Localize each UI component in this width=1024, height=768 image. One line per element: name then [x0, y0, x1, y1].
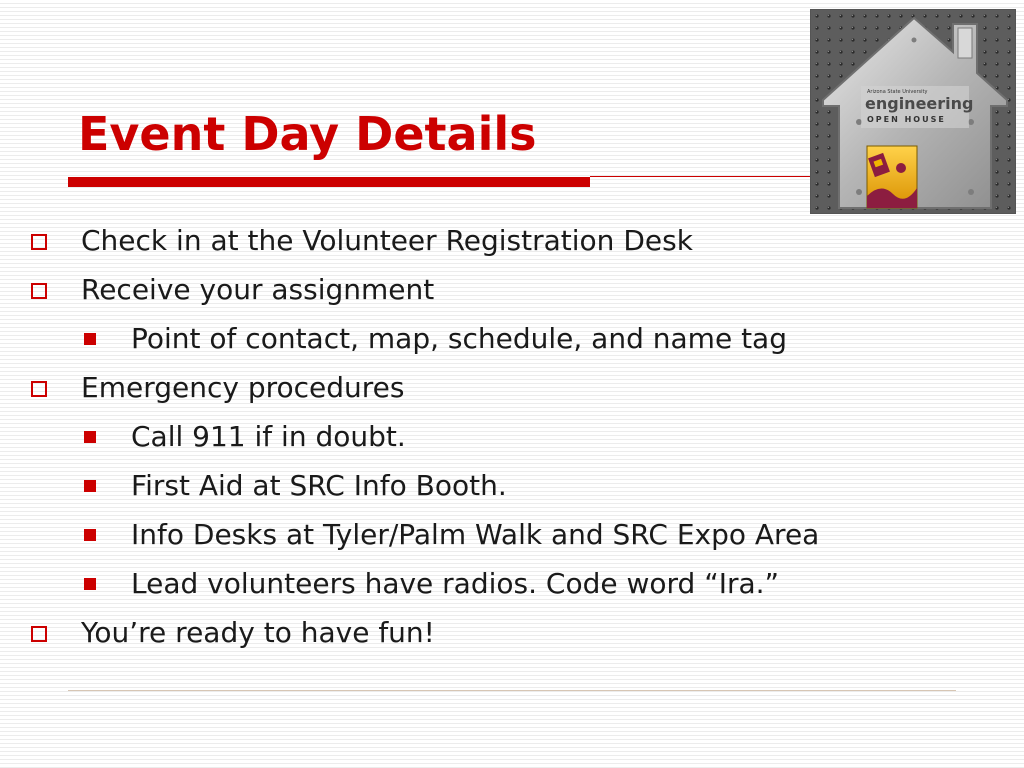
sub-bullet-text: Lead volunteers have radios. Code word “Ira.” — [131, 567, 780, 600]
filled-square-bullet-icon — [84, 480, 96, 492]
filled-square-bullet-icon — [84, 529, 96, 541]
logo-university: Arizona State University — [867, 89, 928, 95]
slide-title: Event Day Details — [78, 107, 537, 161]
bullet-text: You’re ready to have fun! — [81, 616, 435, 649]
logo-word: engineering — [865, 94, 974, 113]
filled-square-bullet-icon — [84, 333, 96, 345]
sub-bullet-text: Info Desks at Tyler/Palm Walk and SRC Expo Area — [131, 518, 820, 551]
filled-square-bullet-icon — [84, 578, 96, 590]
logo-subtitle: OPEN HOUSE — [867, 115, 946, 124]
hollow-square-bullet-icon — [31, 626, 47, 642]
hollow-square-bullet-icon — [31, 283, 47, 299]
bullet-text: Emergency procedures — [81, 371, 405, 404]
filled-square-bullet-icon — [84, 431, 96, 443]
footer-divider — [68, 690, 956, 691]
sub-bullet-text: Point of contact, map, schedule, and name tag — [131, 322, 787, 355]
bullet-text: Check in at the Volunteer Registration Desk — [81, 224, 693, 257]
sub-bullet-text: First Aid at SRC Info Booth. — [131, 469, 507, 502]
hollow-square-bullet-icon — [31, 234, 47, 250]
bullet-text: Receive your assignment — [81, 273, 435, 306]
hollow-square-bullet-icon — [31, 381, 47, 397]
sub-bullet-text: Call 911 if in doubt. — [131, 420, 406, 453]
